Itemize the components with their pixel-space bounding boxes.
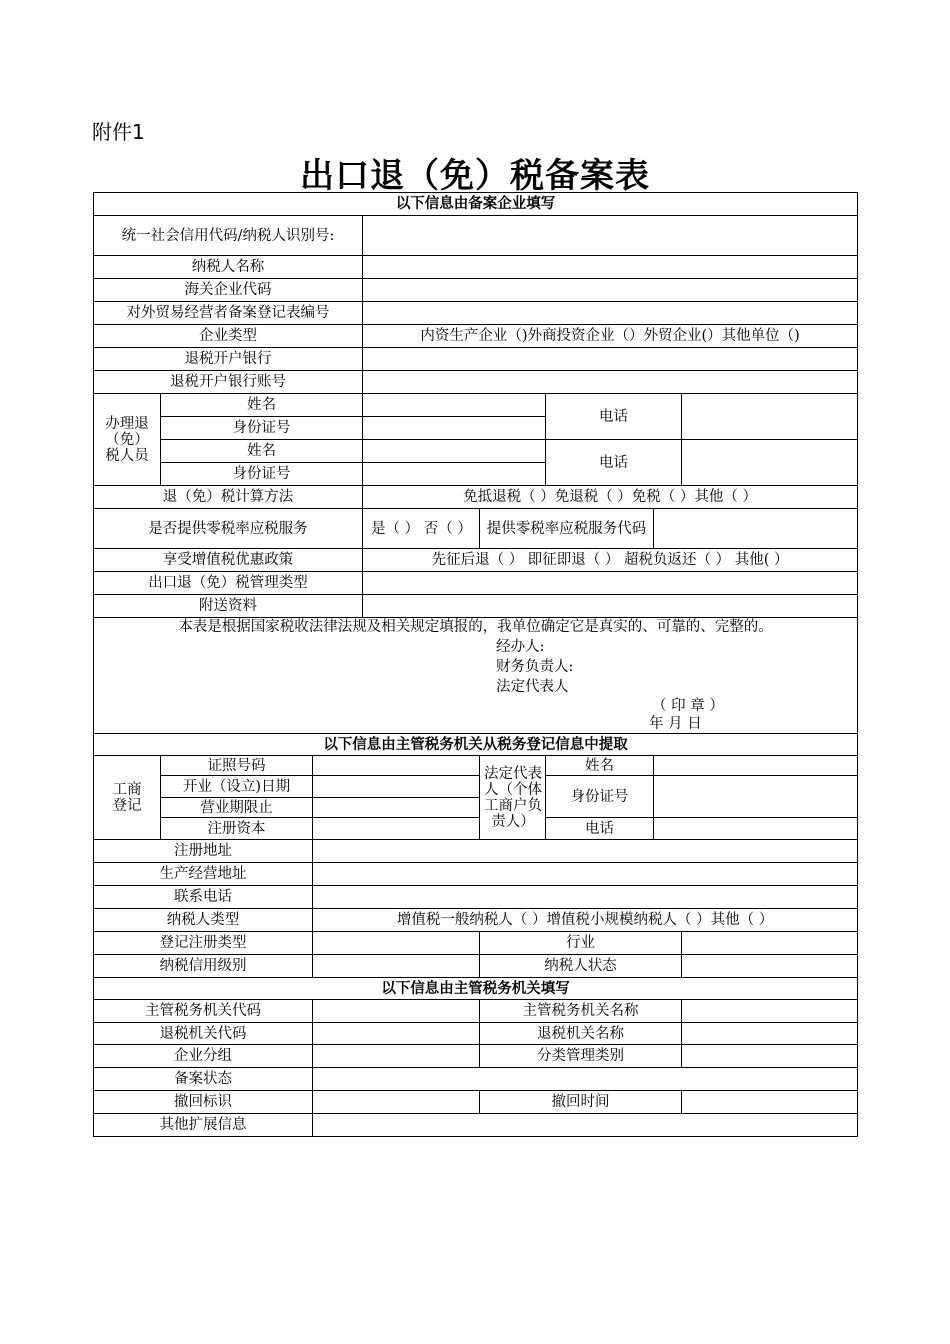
trade-reg-no-field[interactable] — [363, 302, 858, 325]
calc-method-options[interactable]: 免抵退税（ ）免退税（ ）免税（ ）其他（ ） — [363, 486, 858, 509]
biz-reg-label: 工商登记 — [94, 756, 161, 840]
handler1-phone-field[interactable] — [682, 394, 858, 440]
refund-bank-field[interactable] — [363, 348, 858, 371]
prod-address-field[interactable] — [313, 863, 858, 886]
biz-term-label: 营业期限止 — [161, 798, 313, 818]
handler2-id-label: 身份证号 — [161, 463, 363, 486]
group-label: 企业分组 — [94, 1045, 313, 1068]
declaration-text: 本表是根据国家税收法律法规及相关规定填报的，我单位确定它是真实的、可靠的、完整的。 — [178, 619, 773, 635]
credit-level-label: 纳税信用级别 — [94, 955, 313, 978]
open-date-label: 开业（设立)日期 — [161, 776, 313, 798]
attachment-label: 附件1 — [92, 120, 145, 144]
lp-id-label: 身份证号 — [546, 776, 654, 818]
trade-reg-no-label: 对外贸易经营者备案登记表编号 — [94, 302, 363, 325]
credit-code-label: 统一社会信用代码/纳税人识别号: — [94, 216, 363, 256]
withdraw-flag-field[interactable] — [313, 1091, 480, 1114]
taxpayer-name-label: 纳税人名称 — [94, 256, 363, 279]
taxpayer-name-field[interactable] — [363, 256, 858, 279]
open-date-field[interactable] — [313, 776, 480, 798]
handler2-name-field[interactable] — [363, 440, 546, 463]
withdraw-time-field[interactable] — [682, 1091, 858, 1114]
withdraw-time-label: 撤回时间 — [480, 1091, 682, 1114]
reg-capital-field[interactable] — [313, 818, 480, 840]
reg-type-field[interactable] — [313, 932, 480, 955]
vat-policy-options[interactable]: 先征后退（ ） 即征即退（ ） 超税负返还（ ） 其他( ） — [363, 549, 858, 572]
prod-address-label: 生产经营地址 — [94, 863, 313, 886]
handler1-id-field[interactable] — [363, 417, 546, 440]
zero-rate-yesno[interactable]: 是（ ） 否（ ） — [363, 509, 480, 549]
enterprise-type-options[interactable]: 内资生产企业（)外商投资企业（）外贸企业(）其他单位（) — [363, 325, 858, 348]
refund-name-label: 退税机关名称 — [480, 1023, 682, 1045]
mgmt-type-label: 出口退（免）税管理类型 — [94, 572, 363, 595]
section1-heading: 以下信息由备案企业填写 — [94, 193, 858, 216]
authority-code-label: 主管税务机关代码 — [94, 1000, 313, 1023]
mgmt-type-field[interactable] — [363, 572, 858, 595]
reg-address-label: 注册地址 — [94, 840, 313, 863]
authority-code-field[interactable] — [313, 1000, 480, 1023]
authority-name-label: 主管税务机关名称 — [480, 1000, 682, 1023]
taxpayer-status-field[interactable] — [682, 955, 858, 978]
attachments-field[interactable] — [363, 595, 858, 618]
handler1-name-field[interactable] — [363, 394, 546, 417]
form-title: 出口退（免）税备案表 — [300, 156, 650, 196]
zero-rate-label: 是否提供零税率应税服务 — [94, 509, 363, 549]
class-field[interactable] — [682, 1045, 858, 1068]
lp-phone-label: 电话 — [546, 818, 654, 840]
legal-rep-label: 法定代表人 — [496, 679, 569, 695]
refund-code-label: 退税机关代码 — [94, 1023, 313, 1045]
biz-term-field[interactable] — [313, 798, 480, 818]
refund-name-field[interactable] — [682, 1023, 858, 1045]
lp-name-field[interactable] — [654, 756, 858, 776]
attachments-label: 附送资料 — [94, 595, 363, 618]
calc-method-label: 退（免）税计算方法 — [94, 486, 363, 509]
refund-code-field[interactable] — [313, 1023, 480, 1045]
license-no-field[interactable] — [313, 756, 480, 776]
handler2-name-label: 姓名 — [161, 440, 363, 463]
withdraw-flag-label: 撤回标识 — [94, 1091, 313, 1114]
taxpayer-type-options[interactable]: 增值税一般纳税人（ ）增值税小规模纳税人（ ）其他（ ） — [313, 909, 858, 932]
lp-id-field[interactable] — [654, 776, 858, 818]
handler1-name-label: 姓名 — [161, 394, 363, 417]
date-label: 年 月 日 — [649, 716, 702, 732]
industry-label: 行业 — [480, 932, 682, 955]
ext-info-field[interactable] — [313, 1114, 858, 1137]
group-field[interactable] — [313, 1045, 480, 1068]
lp-phone-field[interactable] — [654, 818, 858, 840]
seal-label: （ 印 章 ） — [652, 698, 724, 714]
filing-form-table — [93, 192, 858, 1137]
contact-phone-label: 联系电话 — [94, 886, 313, 909]
customs-code-field[interactable] — [363, 279, 858, 302]
handler2-id-field[interactable] — [363, 463, 546, 486]
enterprise-type-label: 企业类型 — [94, 325, 363, 348]
refund-account-label: 退税开户银行账号 — [94, 371, 363, 394]
taxpayer-status-label: 纳税人状态 — [480, 955, 682, 978]
contact-phone-field[interactable] — [313, 886, 858, 909]
credit-code-field[interactable] — [363, 216, 858, 256]
handler1-id-label: 身份证号 — [161, 417, 363, 440]
reg-capital-label: 注册资本 — [161, 818, 313, 840]
section3-heading: 以下信息由主管税务机关填写 — [94, 978, 858, 1000]
lp-name-label: 姓名 — [546, 756, 654, 776]
reg-type-label: 登记注册类型 — [94, 932, 313, 955]
zero-rate-code-label: 提供零税率应税服务代码 — [480, 509, 654, 549]
zero-rate-code-field[interactable] — [654, 509, 858, 549]
finance-head-label: 财务负责人: — [496, 659, 574, 675]
declaration-cell — [94, 618, 858, 734]
status-label: 备案状态 — [94, 1068, 313, 1091]
class-label: 分类管理类别 — [480, 1045, 682, 1068]
customs-code-label: 海关企业代码 — [94, 279, 363, 302]
ext-info-label: 其他扩展信息 — [94, 1114, 313, 1137]
handler2-phone-field[interactable] — [682, 440, 858, 486]
refund-bank-label: 退税开户银行 — [94, 348, 363, 371]
section2-heading: 以下信息由主管税务机关从税务登记信息中提取 — [94, 734, 858, 756]
status-field[interactable] — [313, 1068, 858, 1091]
handler-label: 办理退（免）税人员 — [94, 394, 161, 486]
handler2-phone-label: 电话 — [546, 440, 682, 486]
taxpayer-type-label: 纳税人类型 — [94, 909, 313, 932]
authority-name-field[interactable] — [682, 1000, 858, 1023]
license-no-label: 证照号码 — [161, 756, 313, 776]
legal-person-label: 法定代表人（个体工商户负责人） — [480, 756, 546, 840]
refund-account-field[interactable] — [363, 371, 858, 394]
industry-field[interactable] — [682, 932, 858, 955]
operator-label: 经办人: — [496, 639, 545, 655]
credit-level-field[interactable] — [313, 955, 480, 978]
reg-address-field[interactable] — [313, 840, 858, 863]
vat-policy-label: 享受增值税优惠政策 — [94, 549, 363, 572]
handler1-phone-label: 电话 — [546, 394, 682, 440]
